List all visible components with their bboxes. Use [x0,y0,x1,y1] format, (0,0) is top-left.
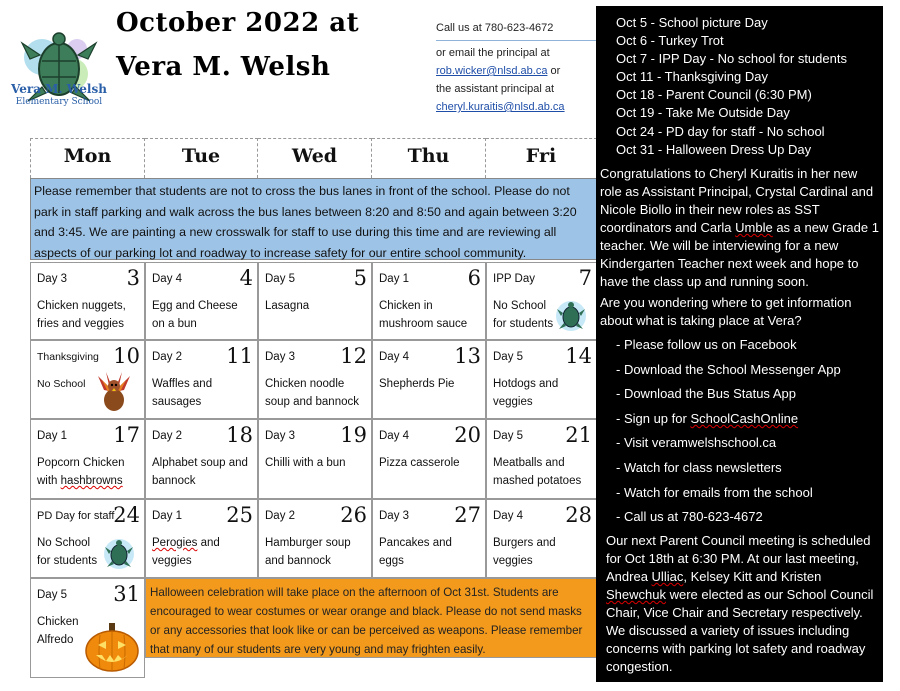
news-panel [596,6,883,682]
calendar-day-6[interactable] [372,262,486,340]
date-number: 14 [565,344,592,368]
date-number: 18 [226,423,253,447]
day-rotation: Day 5 [265,273,296,285]
date-number: 17 [113,423,140,447]
calendar-day-3[interactable] [30,262,145,340]
logo-school-type: Elementary School [15,97,103,107]
page-title-line2: Vera M. Welsh [116,52,331,82]
event-item: Oct 18 - Parent Council (6:30 PM) [616,87,812,103]
day-rotation: Day 2 [152,430,183,442]
weekday-header [30,138,597,178]
info-way-item: - Please follow us on Facebook [616,337,797,352]
lunch-menu: Chicken nuggets, fries and veggies [37,300,126,330]
calendar-day-14[interactable] [486,340,597,419]
calendar-day-21[interactable] [486,419,597,499]
lunch-menu: Alphabet soup and bannock [152,457,248,487]
date-number: 21 [565,423,592,447]
turkey-icon [94,370,134,414]
date-number: 31 [113,582,140,606]
date-number: 3 [126,266,140,290]
lunch-menu: Pancakes and eggs [379,537,452,567]
date-number: 19 [340,423,367,447]
calendar-day-18[interactable] [145,419,258,499]
calendar-day-19[interactable] [258,419,372,499]
contact-assistant-intro: the assistant principal at [436,83,555,95]
event-item: Oct 7 - IPP Day - No school for students [616,51,847,67]
date-number: 24 [113,503,140,527]
bus-lane-notice: Please remember that students are not to cross the bus lanes in front of the school. Please do not park in staff parking and walk across the bus lanes between 8:20 and 8:50 and again between 3:20 and 3:45. We are painting a new crosswalk for staff to use during this time and are reviewing all aspects of our parking lot and roadway to increase safety for our entire school community. [30,178,597,260]
lunch-menu: Chicken Alfredo [37,616,79,646]
event-item: Oct 5 - School picture Day [616,15,768,30]
turtle-logo-icon [12,14,107,124]
info-way-item[interactable]: - Visit veramwelshschool.ca [616,435,777,451]
event-item: Oct 19 - Take Me Outside Day [616,105,790,121]
weekday-fri: Fri [486,138,597,178]
date-number: 5 [353,266,367,290]
day-rotation: Day 3 [265,351,296,363]
day-rotation: Day 1 [152,510,183,522]
assistant-email-link[interactable]: cheryl.kuraitis@nlsd.ab.ca [436,101,565,113]
lunch-menu: No School for students [37,537,98,567]
calendar-day-24[interactable] [30,499,145,578]
calendar-day-31[interactable] [30,578,145,678]
header-divider [436,40,596,41]
day-rotation: PD Day for staff [37,510,115,522]
calendar-day-20[interactable] [372,419,486,499]
info-way-item: - Download the School Messenger App [616,361,841,377]
day-rotation: Day 3 [37,273,68,285]
lunch-menu: No School for students [493,300,554,330]
day-rotation: Day 5 [37,589,68,601]
day-rotation: Day 2 [265,510,296,522]
calendar-day-10[interactable] [30,340,145,419]
event-item: Oct 24 - PD day for staff - No school [616,123,825,139]
date-number: 25 [226,503,253,527]
calendar-day-7[interactable] [486,262,597,340]
day-rotation: Day 4 [493,510,524,522]
info-question: Are you wondering where to get information about what is taking place at Vera? [600,295,852,328]
date-number: 26 [340,503,367,527]
calendar-day-12[interactable] [258,340,372,419]
day-rotation: Day 3 [265,430,296,442]
lunch-menu: Perogies and veggies [152,537,220,567]
calendar-day-28[interactable] [486,499,597,578]
date-number: 13 [454,344,481,368]
info-way-item: - Watch for emails from the school [616,484,813,500]
lunch-menu: Chilli with a bun [265,457,346,469]
day-rotation: Day 2 [152,351,183,363]
date-number: 27 [454,503,481,527]
lunch-menu: No School [37,378,86,390]
calendar-day-4[interactable] [145,262,258,340]
contact-assistant-line [436,101,565,113]
contact-or: or [547,65,561,77]
info-way-item[interactable]: - Sign up for SchoolCashOnline [616,410,799,426]
lunch-menu: Shepherds Pie [379,378,455,390]
contact-principal-line [436,65,560,77]
info-ways-list [616,336,841,533]
calendar-day-11[interactable] [145,340,258,419]
halloween-notice: Halloween celebration will take place on the afternoon of Oct 31st. Students are encouraged to wear costumes or wear orange and black. Please do not send masks or any accessories that look like or can be perceived as weapons. Please remember that many of our students are very young and may frighten easily. [145,578,597,658]
principal-email-link[interactable]: rob.wicker@nlsd.ab.ca [436,65,548,77]
day-rotation: Day 1 [379,273,410,285]
calendar-day-17[interactable] [30,419,145,499]
lunch-menu: Popcorn Chicken with hashbrowns [37,457,125,487]
calendar-day-25[interactable] [145,499,258,578]
date-number: 12 [340,344,367,368]
parent-council-update: Our next Parent Council meeting is scheduled for Oct 18th at 6:30 PM. At our last meeting, Andrea Ulliac, Kelsey Kitt and Kristen Shewchuk were elected as our School Council Chair, Vice Chair and Secretary respectively. We discussed a variety of issues including concerns with parking lot safety and roadway congestion. [606,533,874,674]
date-number: 28 [565,503,592,527]
turtle-icon [102,537,136,571]
weekday-thu: Thu [372,138,486,178]
day-rotation: Day 3 [379,510,410,522]
event-item: Oct 31 - Halloween Dress Up Day [616,141,812,157]
date-number: 11 [226,344,253,368]
weekday-mon: Mon [30,138,145,178]
day-rotation: Day 4 [152,273,183,285]
event-list [616,14,847,159]
day-rotation: Day 1 [37,430,68,442]
lunch-menu: Waffles and sausages [152,378,213,408]
lunch-menu: Pizza casserole [379,457,460,469]
contact-phone: Call us at 780-623-4672 [436,22,554,34]
info-way-item: - Download the Bus Status App [616,386,796,402]
jack-o-lantern-icon [84,621,140,673]
lunch-menu: Egg and Cheese on a bun [152,300,238,330]
calendar-day-5[interactable] [258,262,372,340]
lunch-menu: Meatballs and mashed potatoes [493,457,582,487]
info-way-item: - Call us at 780-623-4672 [616,509,763,525]
lunch-menu: Hamburger soup and bannock [265,537,351,567]
lunch-menu: Lasagna [265,300,310,312]
date-number: 20 [454,423,481,447]
date-number: 6 [467,266,481,290]
calendar-day-13[interactable] [372,340,486,419]
logo-school-name: Vera M. Welsh [11,82,107,96]
day-rotation: Day 5 [493,430,524,442]
calendar-day-27[interactable] [372,499,486,578]
lunch-menu: Burgers and veggies [493,537,556,567]
day-rotation: IPP Day [493,273,535,285]
event-item: Oct 11 - Thanksgiving Day [616,69,768,85]
turtle-icon [554,299,588,333]
weekday-tue: Tue [145,138,258,178]
lunch-menu: Chicken in mushroom sauce [379,300,468,330]
date-number: 10 [113,344,140,368]
day-rotation: Day 4 [379,430,410,442]
lunch-menu: Hotdogs and veggies [493,378,559,408]
info-way-item: - Watch for class newsletters [616,459,782,475]
weekday-wed: Wed [258,138,372,178]
day-rotation: Thanksgiving [37,351,99,363]
staff-congratulations: Congratulations to Cheryl Kuraitis in her new role as Assistant Principal, Crystal Cardinal and Nicole Biollo in their new roles as SST coordinators and Carla Umble as a new Grade 1 teacher. We will be interviewing for a new Kindergarten Teacher next week and hope to have the class up and running soon. [600,166,879,289]
event-item: Oct 6 - Turkey Trot [616,33,724,49]
page-title-line1: October 2022 at [116,8,360,38]
date-number: 4 [239,266,253,290]
day-rotation: Day 5 [493,351,524,363]
lunch-menu: Chicken noodle soup and bannock [265,378,359,408]
day-rotation: Day 4 [379,351,410,363]
calendar-day-26[interactable] [258,499,372,578]
contact-email-intro: or email the principal at [436,47,550,59]
date-number: 7 [578,266,592,290]
